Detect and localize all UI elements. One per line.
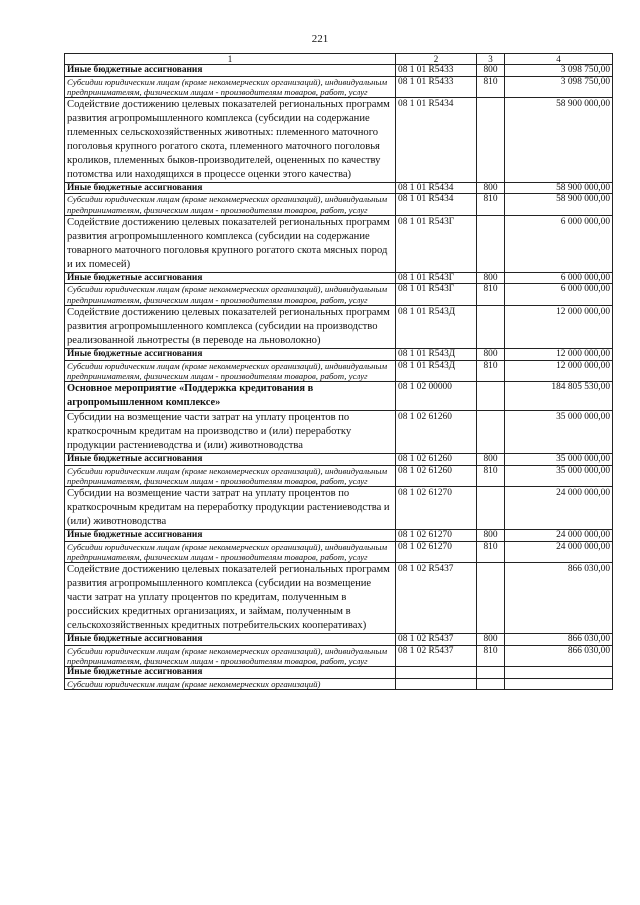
column-number: 2 [396,54,477,65]
table-row [65,65,613,77]
item-name-cell: Содействие достижению целевых показателей региональных программ развития агропромышленного комплекса (субсидии на содержание племенных сельскохозяйственных животных: племенного маточного поголовья крупного рогатого скота, племенного маточного поголовья кроликов, племенных быков-производителей, оцененных по качеству потомства или находящихся в процессе оценки этого качества) [65,98,396,182]
item-name-cell: Субсидии юридическим лицам (кроме некоммерческих организаций), индивидуальным предпринимателям, физическим лицам - производителям товаров, работ, услуг [65,465,396,487]
item-name-cell: Субсидии на возмещение части затрат на уплату процентов по краткосрочным кредитам на производство и (или) переработку продукции растениеводства и (или) животноводства [65,411,396,454]
table-row [65,98,613,182]
amount-cell: 35 000 000,00 [505,453,613,465]
item-name-cell: Субсидии юридическим лицам (кроме некоммерческих организаций) [65,679,396,690]
amount-cell: 35 000 000,00 [505,465,613,487]
budget-table-body [65,54,613,690]
table-row [65,216,613,273]
amount-cell: 58 900 000,00 [505,182,613,194]
target-code-cell: 08 1 02 00000 [396,382,477,411]
amount-cell: 866 030,00 [505,563,613,634]
amount-cell: 35 000 000,00 [505,411,613,454]
target-code-cell: 08 1 01 R543Г [396,272,477,284]
table-row [65,306,613,349]
table-row [65,465,613,487]
item-name-cell: Субсидии юридическим лицам (кроме некоммерческих организаций), индивидуальным предпринимателям, физическим лицам - производителям товаров, работ, услуг [65,76,396,98]
target-code-cell: 08 1 01 R5434 [396,98,477,182]
column-number: 1 [65,54,396,65]
table-row [65,284,613,306]
item-name-cell: Содействие достижению целевых показателей региональных программ развития агропромышленного комплекса (субсидии на содержание товарного маточного поголовья крупного рогатого скота мясных пород и их помесей) [65,216,396,273]
amount-cell: 6 000 000,00 [505,284,613,306]
table-row [65,563,613,634]
expense-type-cell: 800 [477,272,505,284]
table-row [65,679,613,690]
amount-cell: 24 000 000,00 [505,541,613,563]
expense-type-cell [477,382,505,411]
table-row [65,182,613,194]
target-code-cell: 08 1 01 R543Д [396,349,477,361]
amount-cell: 58 900 000,00 [505,98,613,182]
expense-type-cell [477,667,505,679]
table-row [65,453,613,465]
expense-type-cell: 800 [477,634,505,646]
table-row [65,382,613,411]
target-code-cell: 08 1 01 R543Д [396,306,477,349]
item-name-cell: Субсидии юридическим лицам (кроме некоммерческих организаций), индивидуальным предпринимателям, физическим лицам - производителям товаров, работ, услуг [65,284,396,306]
item-name-cell: Субсидии юридическим лицам (кроме некоммерческих организаций), индивидуальным предпринимателям, физическим лицам - производителям товаров, работ, услуг [65,194,396,216]
expense-type-cell: 810 [477,541,505,563]
table-row [65,645,613,667]
item-name-cell: Содействие достижению целевых показателей региональных программ развития агропромышленного комплекса (субсидии на производство реализованной льнотресты (в переводе на льноволокно) [65,306,396,349]
target-code-cell: 08 1 02 61260 [396,453,477,465]
expense-type-cell: 800 [477,65,505,77]
amount-cell: 12 000 000,00 [505,306,613,349]
expense-type-cell: 810 [477,284,505,306]
expense-type-cell [477,563,505,634]
target-code-cell: 08 1 01 R5434 [396,194,477,216]
item-name-cell: Основное мероприятие «Поддержка кредитования в агропромышленном комплексе» [65,382,396,411]
expense-type-cell: 810 [477,645,505,667]
expense-type-cell: 810 [477,360,505,382]
amount-cell: 12 000 000,00 [505,360,613,382]
item-name-cell: Иные бюджетные ассигнования [65,349,396,361]
amount-cell: 6 000 000,00 [505,216,613,273]
amount-cell: 3 098 750,00 [505,65,613,77]
amount-cell: 184 805 530,00 [505,382,613,411]
item-name-cell: Иные бюджетные ассигнования [65,453,396,465]
target-code-cell: 08 1 02 R5437 [396,634,477,646]
table-row [65,194,613,216]
target-code-cell: 08 1 01 R543Д [396,360,477,382]
item-name-cell: Иные бюджетные ассигнования [65,182,396,194]
target-code-cell: 08 1 01 R543Г [396,216,477,273]
amount-cell: 12 000 000,00 [505,349,613,361]
table-row [65,541,613,563]
table-row [65,272,613,284]
item-name-cell: Иные бюджетные ассигнования [65,530,396,542]
target-code-cell: 08 1 02 61270 [396,487,477,530]
table-row [65,360,613,382]
target-code-cell: 08 1 01 R543Г [396,284,477,306]
amount-cell: 58 900 000,00 [505,194,613,216]
expense-type-cell [477,487,505,530]
target-code-cell: 08 1 02 61270 [396,541,477,563]
expense-type-cell: 800 [477,182,505,194]
table-row [65,411,613,454]
expense-type-cell [477,216,505,273]
amount-cell [505,679,613,690]
table-row [65,634,613,646]
item-name-cell: Иные бюджетные ассигнования [65,667,396,679]
column-number: 4 [505,54,613,65]
expense-type-cell: 810 [477,76,505,98]
item-name-cell: Субсидии юридическим лицам (кроме некоммерческих организаций), индивидуальным предпринимателям, физическим лицам - производителям товаров, работ, услуг [65,360,396,382]
item-name-cell: Иные бюджетные ассигнования [65,634,396,646]
amount-cell: 866 030,00 [505,634,613,646]
expense-type-cell [477,98,505,182]
amount-cell: 24 000 000,00 [505,530,613,542]
target-code-cell: 08 1 02 61270 [396,530,477,542]
table-row [65,76,613,98]
table-row [65,530,613,542]
item-name-cell: Содействие достижению целевых показателей региональных программ развития агропромышленного комплекса (субсидии на возмещение части затрат на уплату процентов по кредитам, полученным в российских кредитных организациях, и займам, полученным в сельскохозяйственных кредитных потребительских кооперативах) [65,563,396,634]
target-code-cell: 08 1 02 61260 [396,411,477,454]
item-name-cell: Субсидии юридическим лицам (кроме некоммерческих организаций), индивидуальным предпринимателям, физическим лицам - производителям товаров, работ, услуг [65,541,396,563]
table-row [65,487,613,530]
expense-type-cell [477,306,505,349]
expense-type-cell [477,679,505,690]
target-code-cell: 08 1 01 R5434 [396,182,477,194]
expense-type-cell: 800 [477,530,505,542]
amount-cell: 6 000 000,00 [505,272,613,284]
target-code-cell: 08 1 02 61260 [396,465,477,487]
item-name-cell: Субсидии на возмещение части затрат на уплату процентов по краткосрочным кредитам на переработку продукции растениеводства и (или) животноводства [65,487,396,530]
target-code-cell [396,667,477,679]
target-code-cell: 08 1 01 R5433 [396,76,477,98]
page-number: 221 [311,33,329,45]
amount-cell: 3 098 750,00 [505,76,613,98]
expense-type-cell [477,411,505,454]
expense-type-cell: 800 [477,349,505,361]
item-name-cell: Субсидии юридическим лицам (кроме некоммерческих организаций), индивидуальным предпринимателям, физическим лицам - производителям товаров, работ, услуг [65,645,396,667]
target-code-cell: 08 1 02 R5437 [396,645,477,667]
expense-type-cell: 800 [477,453,505,465]
amount-cell: 24 000 000,00 [505,487,613,530]
target-code-cell: 08 1 02 R5437 [396,563,477,634]
column-number-row [65,54,613,65]
table-row [65,349,613,361]
target-code-cell: 08 1 01 R5433 [396,65,477,77]
item-name-cell: Иные бюджетные ассигнования [65,272,396,284]
item-name-cell: Иные бюджетные ассигнования [65,65,396,77]
column-number: 3 [477,54,505,65]
expense-type-cell: 810 [477,194,505,216]
budget-table [64,53,613,690]
table-row [65,667,613,679]
expense-type-cell: 810 [477,465,505,487]
amount-cell [505,667,613,679]
amount-cell: 866 030,00 [505,645,613,667]
target-code-cell [396,679,477,690]
